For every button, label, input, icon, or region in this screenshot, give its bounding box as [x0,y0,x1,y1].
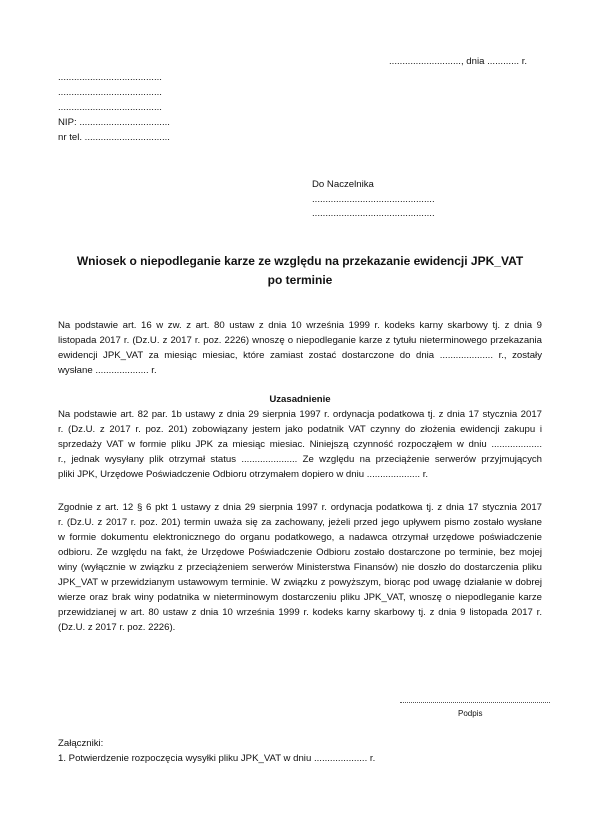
justification-p1-line: Na podstawie art. 82 par. 1b ustawy z dnia 29 sierpnia 1997 r. ordynacja podatkowa tj. z dnia 17 stycznia 2017 [58,409,542,420]
request-line: Na podstawie art. 16 w zw. z art. 80 ustaw z dnia 10 września 1999 r. kodeks karny skarbowy tj. z dnia 9 [58,320,542,331]
justification-p2-line: w formie dokumentu elektronicznego do organu podatkowego, a nadawca otrzymał urzędowe poświadczenie [58,532,542,543]
recipient-line-1: .............................................. [312,194,435,205]
attachments-label: Załączniki: [58,738,104,749]
justification-heading: Uzasadnienie [269,394,331,405]
sender-line-1: ....................................... [58,72,162,83]
recipient-line-2: .............................................. [312,208,435,219]
request-line: listopada 2017 r. (Dz.U. z 2017 r. poz. 2226) wnoszę o niepodleganie karze z tytułu nieterminowego przekazania [58,335,542,346]
signature-line [400,702,550,703]
sender-line-2: ....................................... [58,87,162,98]
justification-p2-line: przewidzianej w art. 80 ustaw z dnia 10 września 1999 r. kodeks karny skarbowy tj. z dnia 9 listopada 2017 r. [58,607,542,618]
justification-p2-line: JPK_VAT w przewidzianym ustawowym terminie. W związku z powyższym, biorąc pod uwagę działanie w dobrej [58,577,542,588]
justification-p2-line: odbioru. Ze względu na fakt, że Urzędowe Poświadczenie Odbioru zostało dostarczone po terminie, bez mojej [58,547,542,558]
justification-p2-line: wierze oraz brak winy podatnika w nieterminowym dostarczeniu pliku JPK_VAT, wnoszę o niepodleganie karze [58,592,542,603]
sender-line-3: ....................................... [58,102,162,113]
signature-label: Podpis [458,709,483,718]
document-title-line-2: po terminie [267,273,333,287]
justification-p2-line: winy (wyłącznie w związku z przeciążeniem serwerów Ministerstwa Finansów) nie doszło do dostarczenia pliku [58,562,542,573]
justification-p1-line: r. (Dz.U. z 2017 r. poz. 201) zobowiązany jestem jako podatnik VAT czynny do złożenia ewidencji zakupu i [58,424,542,435]
sender-nip: NIP: .................................. [58,117,170,128]
request-line: wysłane .................... r. [58,365,157,376]
attachment-item: 1. Potwierdzenie rozpoczęcia wysyłki pliku JPK_VAT w dniu .................... r. [58,753,376,764]
place-date: ..........................., dnia ............ r. [389,56,528,67]
justification-p1-line: sprzedaży VAT w formie pliku JPK za miesiąc miesiac. Niniejszą czynność rozpocząłem w dniu ................... [58,439,542,450]
request-line: ewidencji JPK_VAT za miesiąc miesiac, które zamiast zostać dostarczone do dnia .................... r., zostały [58,350,542,361]
document-title-line-1: Wniosek o niepodleganie karze ze względu na przekazanie ewidencji JPK_VAT [76,254,524,268]
justification-p1-line: pliki JPK, Urzędowe Poświadczenie Odbioru otrzymałem dopiero w dniu .................... r. [58,469,429,480]
justification-p2-line: Zgodnie z art. 12 § 6 pkt 1 ustawy z dnia 29 sierpnia 1997 r. ordynacja podatkowa tj. z dnia 17 stycznia 2017 [58,502,542,513]
sender-phone: nr tel. ................................ [58,132,170,143]
justification-p1-line: r., jednak wysyłany plik otrzymał status ..................... Ze względu na przeciążenie serwerów przyjmujących [58,454,542,465]
justification-p2-line: (Dz.U. z 2017 r. poz. 2226). [58,622,176,633]
recipient-label: Do Naczelnika [312,179,374,190]
justification-p2-line: r. (Dz.U. z 2017 r. poz. 201) termin uważa się za zachowany, jeżeli przed jego upływem pismo zostało wysłane [58,517,542,528]
